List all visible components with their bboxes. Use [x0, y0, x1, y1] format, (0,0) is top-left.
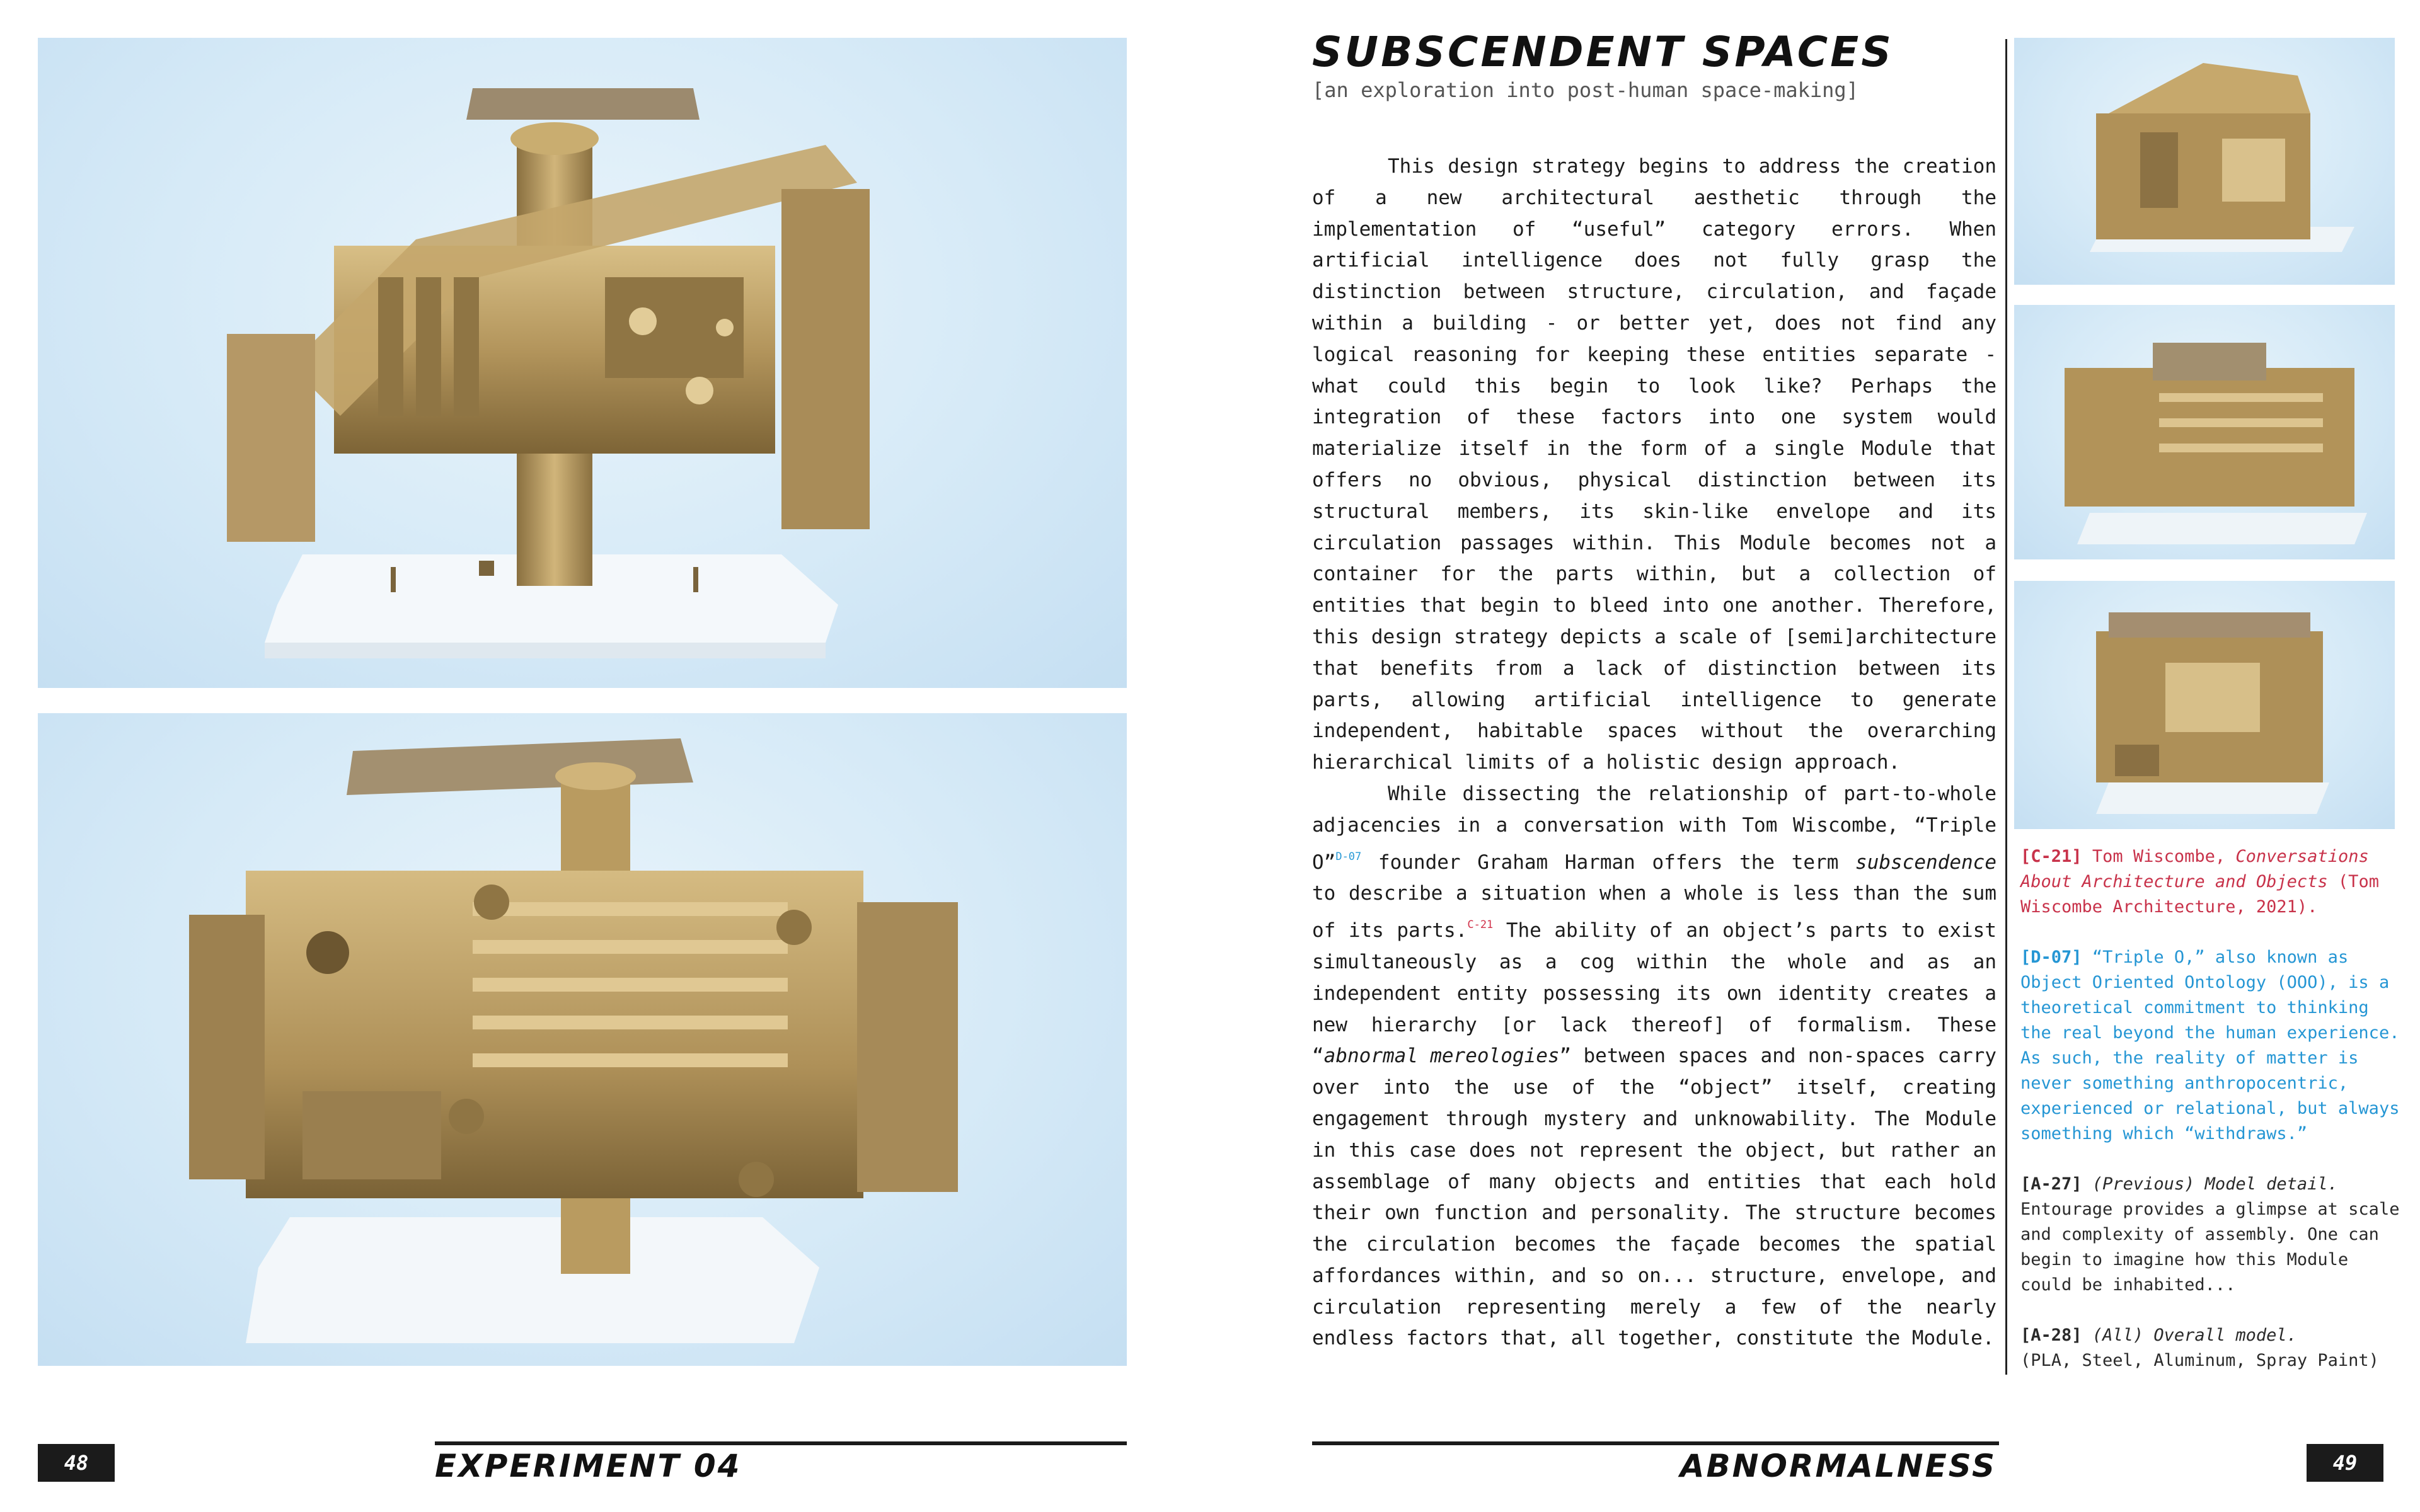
- footer-rule-left: [435, 1441, 1127, 1445]
- model-photo-front-view: [38, 713, 1127, 1366]
- body-paragraph-1: This design strategy begins to address the creation of a new architectural aesthetic through the implementation of “useful” category errors. When artificial intelligence does not fully grasp the distinction between structure, circulation, and façade within a building - or better yet, does not find any logical reasoning for keeping these entities separate - what could this begin to look like? Perhaps the integration of these factors into one system would materialize itself in the form of a single Module that offers no obvious, physical distinction between its structural members, its skin-like envelope and its circulation passages within. This Module becomes not a container for the parts within, but a collection of entities that begin to bleed into one another. Therefore, this design strategy depicts a scale of [semi]architecture that benefits from a lack of distinction between its parts, allowing artificial intelligence to generate independent, habitable spaces without the overarching hierarchical limits of a holistic design approach.: [1312, 155, 1997, 774]
- column-divider: [2005, 39, 2007, 1375]
- footer-section-label-left: EXPERIMENT 04: [435, 1448, 742, 1484]
- footer-section-label-right: ABNORMALNESS: [1680, 1448, 1997, 1484]
- page-number-right: 49: [2307, 1444, 2383, 1482]
- note-c21: [C-21] Tom Wiscombe, Conversations About Architecture and Objects (Tom Wiscombe Architecture, 2021).: [2020, 847, 2379, 917]
- model-photo-side-view: [38, 38, 1127, 688]
- footnote-ref-c21: C-21: [1467, 919, 1494, 932]
- body-text: [1312, 151, 1997, 1354]
- term-abnormal-mereologies: abnormal mereologies: [1323, 1045, 1560, 1068]
- body-paragraph-2: While dissecting the relationship of part-to-whole adjacencies in a conversation with Tom Wiscombe, “Triple O”$^{D-07}$ founder Graham Harman offers the term subscendence to describe a situation when a whole is less than the sum of its parts.$^{C-21}$ The ability of an object’s parts to exist simultaneously as a cog within the whole and as an independent entity possessing its own identity creates a new hierarchy [or lack thereof] of formalism. These “abnormal mereologies” between spaces and non-spaces carry over into the use of the “object” itself, creating engagement through mystery and unknowability. The Module in this case does not represent the object, but rather an assemblage of many objects and entities that each hold their own function and personality. The structure becomes the circulation becomes the façade becomes the spatial affordances within, and so on... structure, envelope, and circulation representing merely a few of the nearly endless factors that, all together, constitute the Module.: [1312, 782, 1997, 1350]
- page-subtitle: [an exploration into post-human space-making]: [1312, 78, 1858, 102]
- model-thumbnail-3: [2014, 581, 2395, 829]
- page-number-left: 48: [38, 1444, 115, 1482]
- note-d07: [D-07] “Triple O,” also known as Object Oriented Ontology (OOO), is a theoretical commitment to thinking the real beyond the human experience. As such, the reality of matter is never something anthropocentric, experienced or relational, but always something which “withdraws.”: [2020, 948, 2400, 1143]
- model-thumbnail-2: [2014, 305, 2395, 559]
- model-thumbnail-1: [2014, 38, 2395, 285]
- side-notes: [2020, 844, 2407, 1399]
- footnote-ref-d07: D-07: [1335, 850, 1362, 863]
- page-title: SUBSCENDENT SPACES: [1312, 28, 1894, 76]
- note-a28: [A-28] (All) Overall model. (PLA, Steel, Aluminum, Spray Paint): [2020, 1326, 2379, 1370]
- note-a27: [A-27] (Previous) Model detail. Entourage provides a glimpse at scale and complexity of assembly. One can begin to imagine how this Module could be inhabited...: [2020, 1174, 2400, 1295]
- term-subscendence: subscendence: [1855, 850, 1997, 874]
- footer-rule-right: [1312, 1441, 1999, 1445]
